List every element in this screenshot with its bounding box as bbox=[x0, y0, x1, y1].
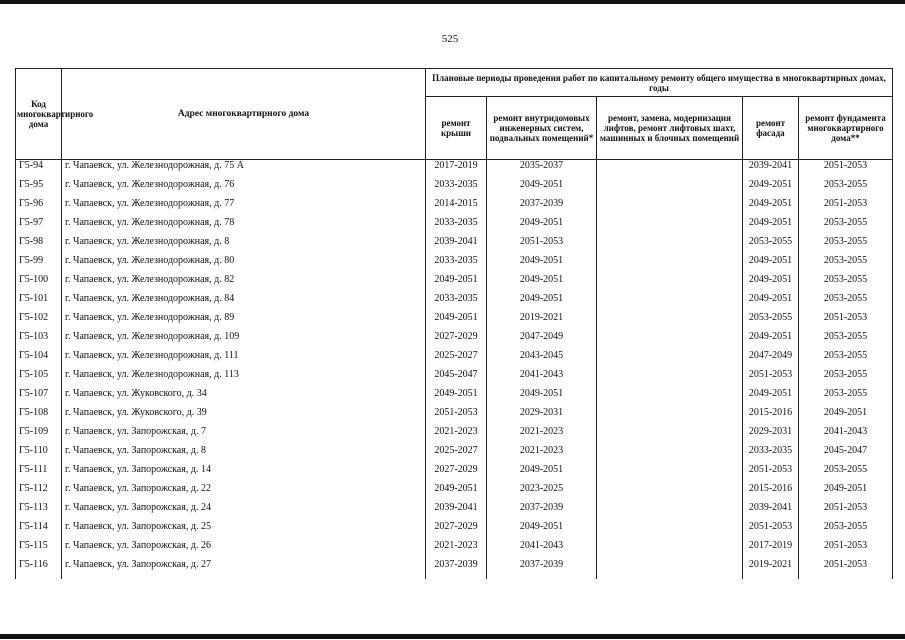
table-row bbox=[16, 465, 893, 484]
cell-code: Г5-104 bbox=[16, 351, 62, 370]
cell-facade: 2053-2055 bbox=[743, 313, 799, 332]
table-row bbox=[16, 351, 893, 370]
cell-systems: 2029-2031 bbox=[487, 408, 597, 427]
cell-lifts bbox=[597, 370, 743, 389]
header-lifts: ремонт, замена, модернизация лифтов, ремонт лифтовых шахт, машинных и блочных помещений bbox=[597, 97, 743, 160]
cell-address: г. Чапаевск, ул. Запорожская, д. 25 bbox=[62, 522, 426, 541]
table-row bbox=[16, 294, 893, 313]
header-facade: ремонт фасада bbox=[743, 97, 799, 160]
cell-systems: 2049-2051 bbox=[487, 275, 597, 294]
header-roof: ремонт крыши bbox=[426, 97, 487, 160]
cell-lifts bbox=[597, 218, 743, 237]
cell-facade: 2039-2041 bbox=[743, 160, 799, 181]
cell-foundation: 2053-2055 bbox=[799, 465, 893, 484]
cell-code: Г5-108 bbox=[16, 408, 62, 427]
cell-code: Г5-98 bbox=[16, 237, 62, 256]
cell-address: г. Чапаевск, ул. Запорожская, д. 27 bbox=[62, 560, 426, 579]
table-row bbox=[16, 522, 893, 541]
cell-systems: 2047-2049 bbox=[487, 332, 597, 351]
cell-roof: 2049-2051 bbox=[426, 275, 487, 294]
cell-foundation: 2053-2055 bbox=[799, 275, 893, 294]
cell-foundation: 2051-2053 bbox=[799, 541, 893, 560]
cell-systems: 2049-2051 bbox=[487, 389, 597, 408]
cell-systems: 2049-2051 bbox=[487, 522, 597, 541]
cell-foundation: 2049-2051 bbox=[799, 484, 893, 503]
cell-roof: 2014-2015 bbox=[426, 199, 487, 218]
cell-lifts bbox=[597, 294, 743, 313]
cell-code: Г5-99 bbox=[16, 256, 62, 275]
cell-foundation: 2053-2055 bbox=[799, 370, 893, 389]
table-row bbox=[16, 427, 893, 446]
top-border-line bbox=[0, 0, 905, 4]
cell-code: Г5-102 bbox=[16, 313, 62, 332]
cell-lifts bbox=[597, 199, 743, 218]
cell-lifts bbox=[597, 446, 743, 465]
cell-systems: 2037-2039 bbox=[487, 503, 597, 522]
cell-roof: 2033-2035 bbox=[426, 218, 487, 237]
cell-roof: 2027-2029 bbox=[426, 332, 487, 351]
table-row bbox=[16, 389, 893, 408]
cell-lifts bbox=[597, 541, 743, 560]
table-row bbox=[16, 218, 893, 237]
cell-systems: 2037-2039 bbox=[487, 199, 597, 218]
cell-facade: 2049-2051 bbox=[743, 275, 799, 294]
cell-lifts bbox=[597, 522, 743, 541]
cell-roof: 2033-2035 bbox=[426, 256, 487, 275]
cell-lifts bbox=[597, 160, 743, 181]
cell-code: Г5-97 bbox=[16, 218, 62, 237]
cell-lifts bbox=[597, 332, 743, 351]
cell-roof: 2033-2035 bbox=[426, 294, 487, 313]
cell-address: г. Чапаевск, ул. Железнодорожная, д. 111 bbox=[62, 351, 426, 370]
cell-address: г. Чапаевск, ул. Железнодорожная, д. 84 bbox=[62, 294, 426, 313]
cell-roof: 2021-2023 bbox=[426, 541, 487, 560]
cell-facade: 2039-2041 bbox=[743, 503, 799, 522]
cell-code: Г5-116 bbox=[16, 560, 62, 579]
header-address: Адрес многоквартирного дома bbox=[62, 69, 426, 160]
cell-address: г. Чапаевск, ул. Запорожская, д. 26 bbox=[62, 541, 426, 560]
cell-facade: 2015-2016 bbox=[743, 484, 799, 503]
cell-roof: 2025-2027 bbox=[426, 351, 487, 370]
cell-facade: 2033-2035 bbox=[743, 446, 799, 465]
cell-foundation: 2053-2055 bbox=[799, 218, 893, 237]
cell-foundation: 2053-2055 bbox=[799, 237, 893, 256]
cell-systems: 2051-2053 bbox=[487, 237, 597, 256]
cell-foundation: 2053-2055 bbox=[799, 256, 893, 275]
cell-address: г. Чапаевск, ул. Железнодорожная, д. 109 bbox=[62, 332, 426, 351]
cell-facade: 2049-2051 bbox=[743, 256, 799, 275]
cell-address: г. Чапаевск, ул. Запорожская, д. 7 bbox=[62, 427, 426, 446]
cell-roof: 2017-2019 bbox=[426, 160, 487, 181]
cell-systems: 2041-2043 bbox=[487, 541, 597, 560]
cell-address: г. Чапаевск, ул. Запорожская, д. 24 bbox=[62, 503, 426, 522]
cell-systems: 2037-2039 bbox=[487, 560, 597, 579]
page-number: 525 bbox=[441, 33, 459, 45]
table-row bbox=[16, 408, 893, 427]
cell-address: г. Чапаевск, ул. Железнодорожная, д. 75 А bbox=[62, 160, 426, 181]
cell-facade: 2049-2051 bbox=[743, 218, 799, 237]
cell-roof: 2049-2051 bbox=[426, 313, 487, 332]
cell-code: Г5-103 bbox=[16, 332, 62, 351]
cell-lifts bbox=[597, 256, 743, 275]
cell-code: Г5-109 bbox=[16, 427, 62, 446]
cell-foundation: 2053-2055 bbox=[799, 294, 893, 313]
cell-address: г. Чапаевск, ул. Железнодорожная, д. 76 bbox=[62, 180, 426, 199]
cell-facade: 2051-2053 bbox=[743, 522, 799, 541]
cell-roof: 2045-2047 bbox=[426, 370, 487, 389]
cell-address: г. Чапаевск, ул. Запорожская, д. 14 bbox=[62, 465, 426, 484]
cell-foundation: 2053-2055 bbox=[799, 332, 893, 351]
cell-facade: 2029-2031 bbox=[743, 427, 799, 446]
cell-foundation: 2053-2055 bbox=[799, 389, 893, 408]
header-foundation: ремонт фундамента многоквартирного дома** bbox=[799, 97, 893, 160]
cell-systems: 2049-2051 bbox=[487, 256, 597, 275]
table-row bbox=[16, 180, 893, 199]
cell-foundation: 2053-2055 bbox=[799, 522, 893, 541]
cell-roof: 2025-2027 bbox=[426, 446, 487, 465]
cell-facade: 2047-2049 bbox=[743, 351, 799, 370]
cell-code: Г5-110 bbox=[16, 446, 62, 465]
cell-lifts bbox=[597, 408, 743, 427]
cell-lifts bbox=[597, 351, 743, 370]
header-systems: ремонт внутридомовых инженерных систем, подвальных помещений* bbox=[487, 97, 597, 160]
table-row bbox=[16, 313, 893, 332]
cell-address: г. Чапаевск, ул. Железнодорожная, д. 80 bbox=[62, 256, 426, 275]
table-row bbox=[16, 332, 893, 351]
cell-lifts bbox=[597, 389, 743, 408]
cell-code: Г5-107 bbox=[16, 389, 62, 408]
cell-code: Г5-96 bbox=[16, 199, 62, 218]
cell-roof: 2027-2029 bbox=[426, 522, 487, 541]
table-row bbox=[16, 160, 893, 181]
cell-foundation: 2041-2043 bbox=[799, 427, 893, 446]
cell-facade: 2051-2053 bbox=[743, 370, 799, 389]
cell-systems: 2049-2051 bbox=[487, 218, 597, 237]
cell-foundation: 2053-2055 bbox=[799, 180, 893, 199]
cell-address: г. Чапаевск, ул. Железнодорожная, д. 78 bbox=[62, 218, 426, 237]
cell-foundation: 2051-2053 bbox=[799, 160, 893, 181]
cell-systems: 2019-2021 bbox=[487, 313, 597, 332]
cell-systems: 2043-2045 bbox=[487, 351, 597, 370]
header-code: Код многоквартирного дома bbox=[16, 69, 62, 160]
cell-foundation: 2051-2053 bbox=[799, 503, 893, 522]
cell-systems: 2021-2023 bbox=[487, 446, 597, 465]
cell-foundation: 2051-2053 bbox=[799, 560, 893, 579]
table-row bbox=[16, 199, 893, 218]
cell-address: г. Чапаевск, ул. Жуковского, д. 34 bbox=[62, 389, 426, 408]
cell-facade: 2049-2051 bbox=[743, 294, 799, 313]
cell-systems: 2035-2037 bbox=[487, 160, 597, 181]
table-row bbox=[16, 370, 893, 389]
cell-address: г. Чапаевск, ул. Железнодорожная, д. 89 bbox=[62, 313, 426, 332]
cell-lifts bbox=[597, 275, 743, 294]
cell-facade: 2049-2051 bbox=[743, 199, 799, 218]
table-body bbox=[16, 160, 893, 580]
cell-foundation: 2051-2053 bbox=[799, 313, 893, 332]
cell-facade: 2019-2021 bbox=[743, 560, 799, 579]
table-row bbox=[16, 503, 893, 522]
cell-lifts bbox=[597, 237, 743, 256]
cell-lifts bbox=[597, 427, 743, 446]
cell-code: Г5-101 bbox=[16, 294, 62, 313]
cell-facade: 2053-2055 bbox=[743, 237, 799, 256]
cell-roof: 2039-2041 bbox=[426, 503, 487, 522]
cell-facade: 2015-2016 bbox=[743, 408, 799, 427]
cell-lifts bbox=[597, 313, 743, 332]
cell-systems: 2049-2051 bbox=[487, 180, 597, 199]
cell-roof: 2039-2041 bbox=[426, 237, 487, 256]
cell-roof: 2049-2051 bbox=[426, 389, 487, 408]
cell-lifts bbox=[597, 180, 743, 199]
cell-lifts bbox=[597, 465, 743, 484]
cell-systems: 2041-2043 bbox=[487, 370, 597, 389]
cell-address: г. Чапаевск, ул. Железнодорожная, д. 77 bbox=[62, 199, 426, 218]
cell-address: г. Чапаевск, ул. Железнодорожная, д. 82 bbox=[62, 275, 426, 294]
cell-facade: 2049-2051 bbox=[743, 389, 799, 408]
cell-systems: 2021-2023 bbox=[487, 427, 597, 446]
cell-foundation: 2049-2051 bbox=[799, 408, 893, 427]
table-row bbox=[16, 275, 893, 294]
cell-code: Г5-105 bbox=[16, 370, 62, 389]
cell-foundation: 2045-2047 bbox=[799, 446, 893, 465]
repair-schedule-table bbox=[15, 68, 893, 579]
table-row bbox=[16, 446, 893, 465]
cell-code: Г5-94 bbox=[16, 160, 62, 181]
table-row bbox=[16, 560, 893, 579]
cell-roof: 2021-2023 bbox=[426, 427, 487, 446]
table-row bbox=[16, 541, 893, 560]
cell-roof: 2027-2029 bbox=[426, 465, 487, 484]
table-row bbox=[16, 237, 893, 256]
cell-lifts bbox=[597, 503, 743, 522]
table-row bbox=[16, 484, 893, 503]
table-row bbox=[16, 256, 893, 275]
cell-code: Г5-111 bbox=[16, 465, 62, 484]
cell-systems: 2049-2051 bbox=[487, 294, 597, 313]
cell-systems: 2049-2051 bbox=[487, 465, 597, 484]
cell-roof: 2037-2039 bbox=[426, 560, 487, 579]
cell-roof: 2033-2035 bbox=[426, 180, 487, 199]
cell-address: г. Чапаевск, ул. Железнодорожная, д. 8 bbox=[62, 237, 426, 256]
cell-code: Г5-113 bbox=[16, 503, 62, 522]
cell-code: Г5-115 bbox=[16, 541, 62, 560]
cell-roof: 2051-2053 bbox=[426, 408, 487, 427]
cell-code: Г5-112 bbox=[16, 484, 62, 503]
cell-code: Г5-100 bbox=[16, 275, 62, 294]
cell-foundation: 2053-2055 bbox=[799, 351, 893, 370]
cell-address: г. Чапаевск, ул. Жуковского, д. 39 bbox=[62, 408, 426, 427]
cell-code: Г5-95 bbox=[16, 180, 62, 199]
cell-facade: 2049-2051 bbox=[743, 332, 799, 351]
cell-address: г. Чапаевск, ул. Запорожская, д. 8 bbox=[62, 446, 426, 465]
header-periods: Плановые периоды проведения работ по капитальному ремонту общего имущества в многоквартирных домах, годы bbox=[426, 69, 893, 97]
cell-address: г. Чапаевск, ул. Железнодорожная, д. 113 bbox=[62, 370, 426, 389]
cell-lifts bbox=[597, 560, 743, 579]
cell-lifts bbox=[597, 484, 743, 503]
cell-address: г. Чапаевск, ул. Запорожская, д. 22 bbox=[62, 484, 426, 503]
bottom-border-line bbox=[0, 634, 905, 639]
cell-facade: 2017-2019 bbox=[743, 541, 799, 560]
cell-foundation: 2051-2053 bbox=[799, 199, 893, 218]
cell-code: Г5-114 bbox=[16, 522, 62, 541]
cell-systems: 2023-2025 bbox=[487, 484, 597, 503]
cell-facade: 2049-2051 bbox=[743, 180, 799, 199]
cell-facade: 2051-2053 bbox=[743, 465, 799, 484]
cell-roof: 2049-2051 bbox=[426, 484, 487, 503]
